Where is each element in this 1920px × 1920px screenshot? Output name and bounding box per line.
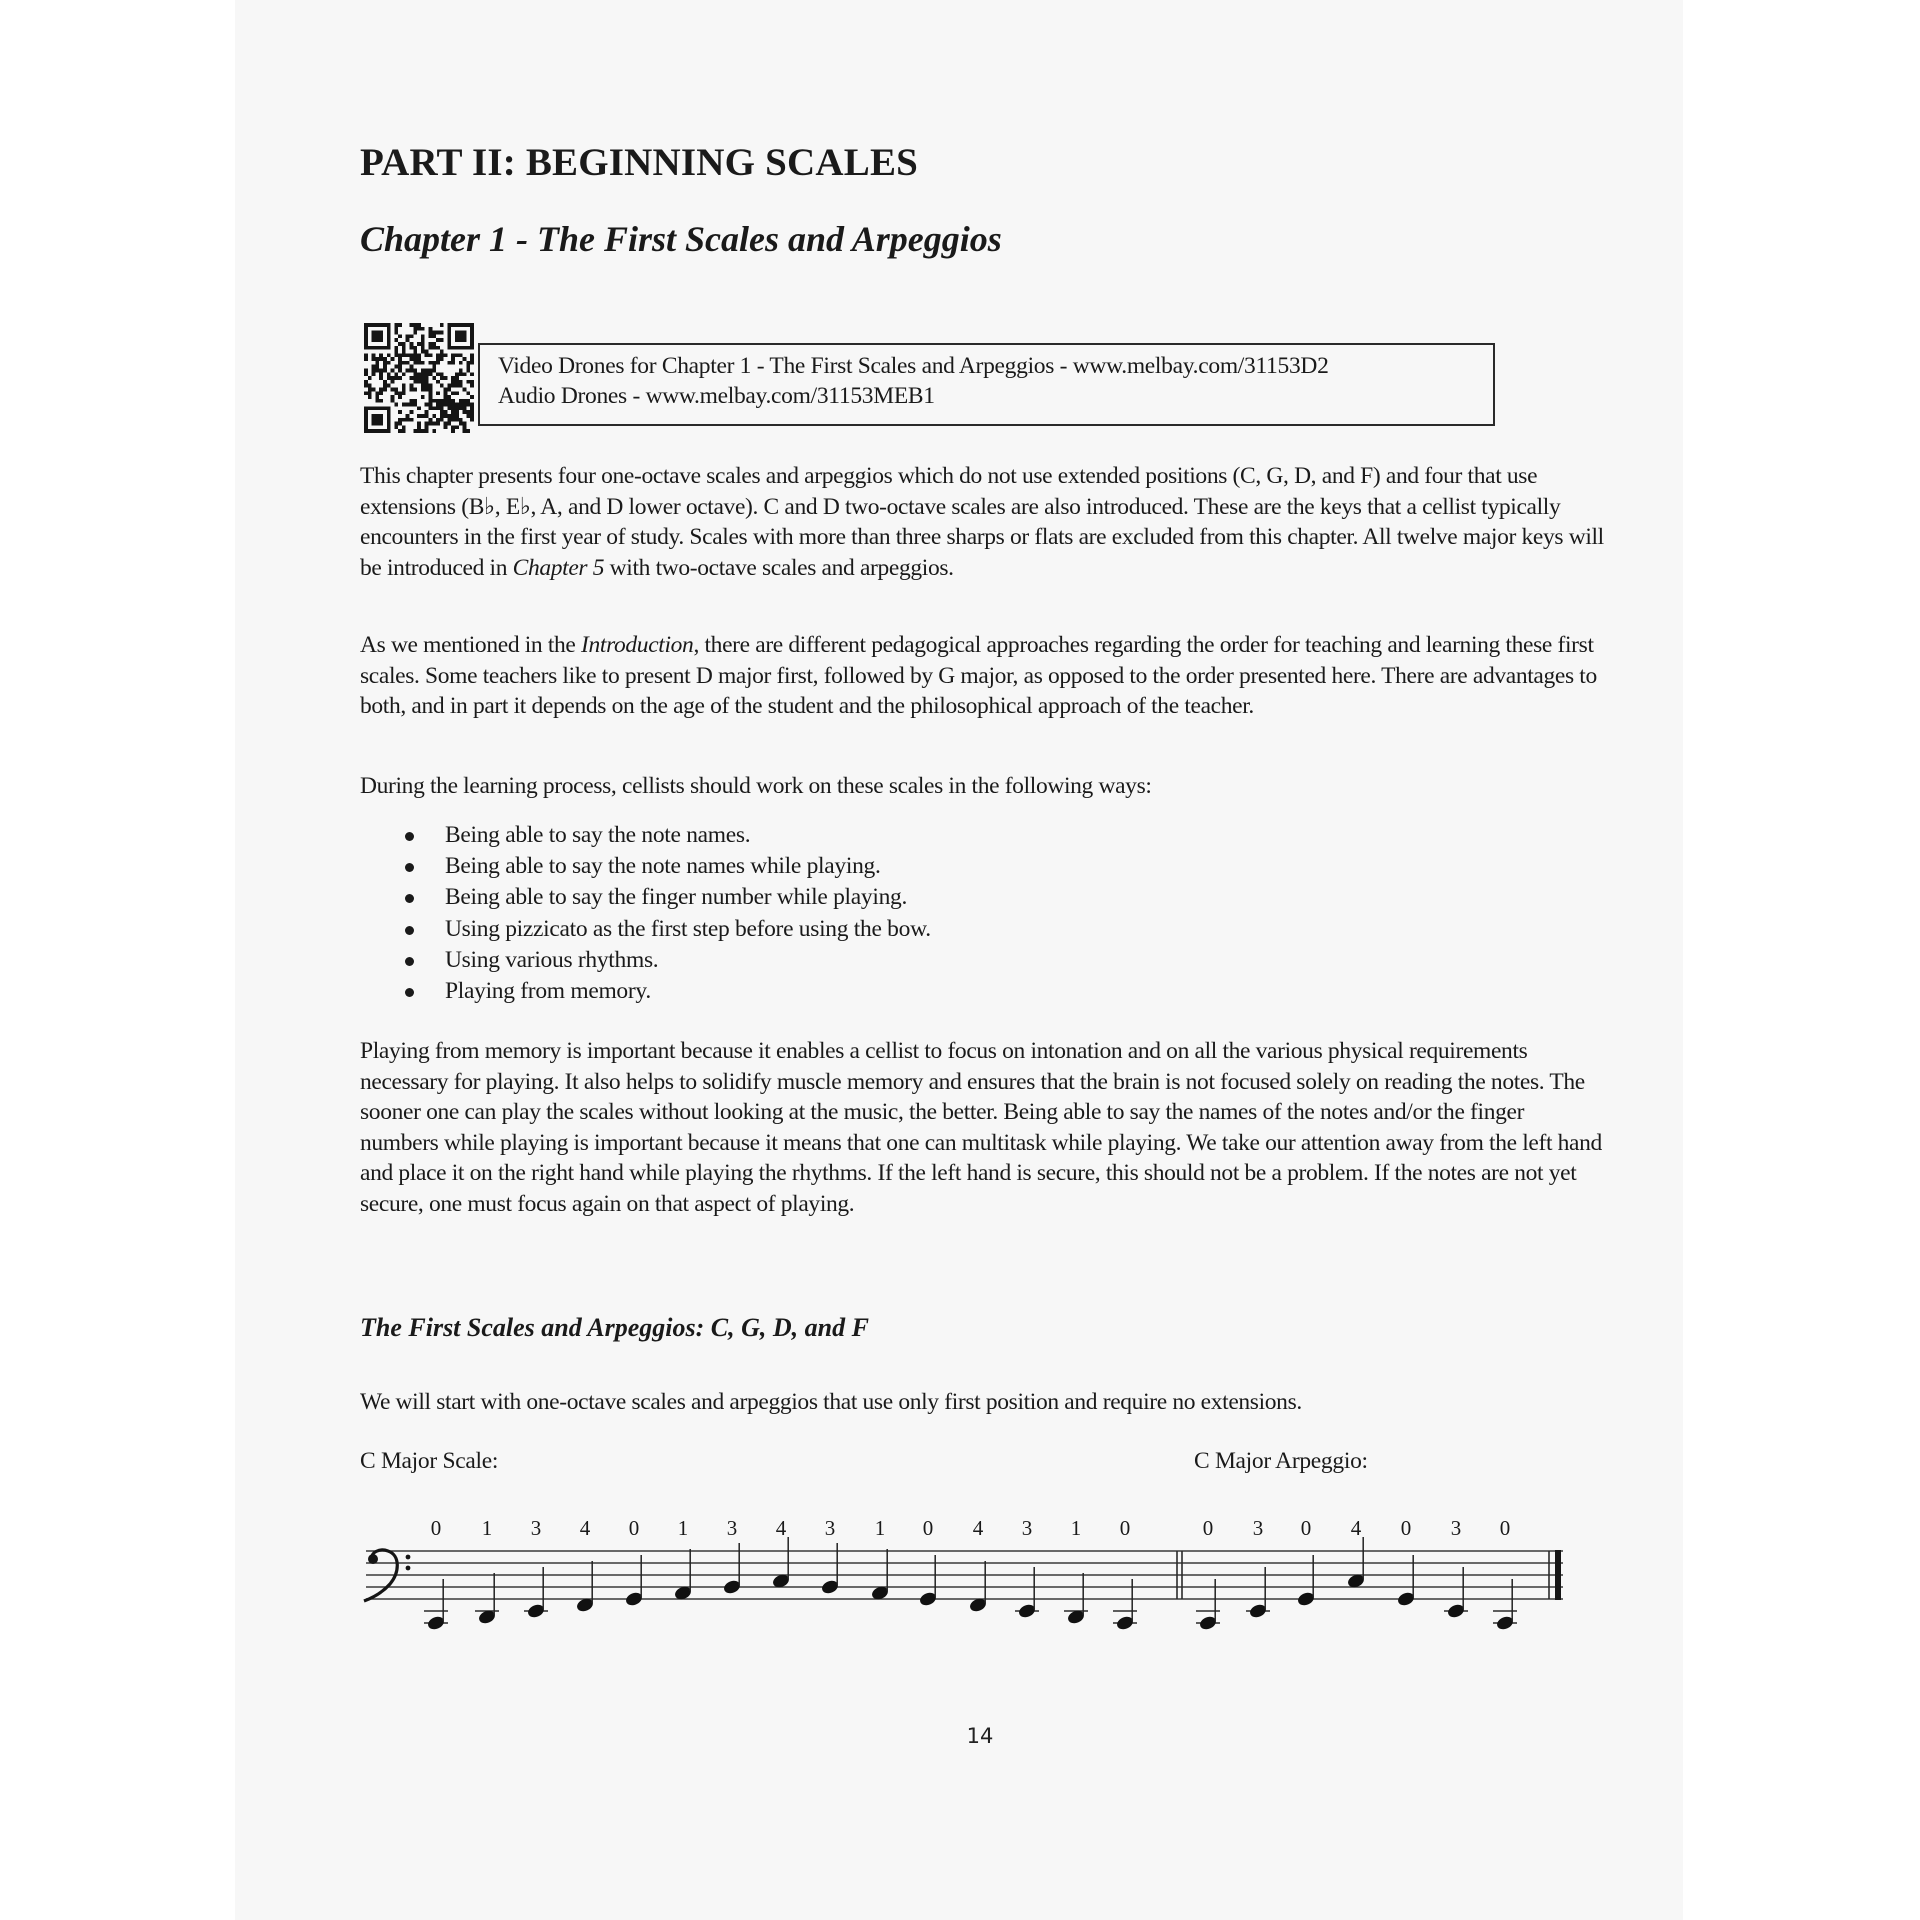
list-item: Being able to say the note names while playing.: [400, 851, 931, 882]
arpeggio-fingering: 3: [1450, 1516, 1462, 1540]
page-number: 14: [966, 1724, 994, 1748]
list-item: Playing from memory.: [400, 976, 931, 1007]
list-item: Being able to say the finger number while playing.: [400, 882, 931, 913]
arpeggio-fingering: 0: [1202, 1516, 1214, 1540]
scale-fingering: 0: [1119, 1516, 1131, 1540]
scale-fingering: 1: [1070, 1516, 1082, 1540]
list-item: Using various rhythms.: [400, 945, 931, 976]
scale-fingering: 4: [775, 1516, 787, 1540]
arpeggio-fingering: 3: [1252, 1516, 1264, 1540]
arpeggio-fingering: 4: [1350, 1516, 1362, 1540]
scale-fingering: 0: [430, 1516, 442, 1540]
staff-lines: [366, 1551, 1563, 1599]
list-item: Using pizzicato as the first step before using the bow.: [400, 914, 931, 945]
video-drones-link[interactable]: Video Drones for Chapter 1 - The First Scales and Arpeggios - www.melbay.com/31153D2: [498, 353, 1329, 379]
scale-fingering: 1: [677, 1516, 689, 1540]
pedagogy-paragraph: As we mentioned in the Introduction, there are different pedagogical approaches regarding the order for teaching and learning these first scales. Some teachers like to present D major first, followed by G major, as opposed to the order presented here. There are advantages to both, and in part it depends on the age of the student and the philosophical approach of the teacher.: [360, 632, 1597, 719]
arpeggio-fingering: 0: [1499, 1516, 1511, 1540]
scale-fingering: 3: [530, 1516, 542, 1540]
scale-fingering: 3: [824, 1516, 836, 1540]
scale-fingering: 1: [481, 1516, 493, 1540]
scale-fingering: 4: [972, 1516, 984, 1540]
list-item: Being able to say the note names.: [400, 820, 931, 851]
arpeggio-label: C Major Arpeggio:: [1194, 1448, 1368, 1474]
chapter-title: Chapter 1 - The First Scales and Arpeggios: [360, 219, 1002, 259]
scale-fingering: 3: [726, 1516, 738, 1540]
first-position-paragraph: We will start with one-octave scales and arpeggios that use only first position and require no extensions.: [360, 1389, 1302, 1415]
arpeggio-fingering: 0: [1300, 1516, 1312, 1540]
scale-fingering: 0: [628, 1516, 640, 1540]
section-subheading: The First Scales and Arpeggios: C, G, D, and F: [360, 1313, 869, 1342]
memory-paragraph: Playing from memory is important because it enables a cellist to focus on intonation and on all the various physical requirements necessary for playing. It also helps to solidify muscle memory and ensures that the brain is not focused solely on reading the notes. The sooner one can play the scales without looking at the music, the better. Being able to say the names of the notes and/or the finger numbers while playing is important because it means that one can multitask while playing. We take our attention away from the left hand and place it on the right hand while playing the rhythms. If the left hand is secure, this should not be a problem. If the notes are not yet secure, one must focus again on that aspect of playing.: [360, 1038, 1602, 1217]
learning-process-paragraph: During the learning process, cellists should work on these scales in the following ways:: [360, 773, 1152, 799]
scale-fingering: 4: [579, 1516, 591, 1540]
final-barline-thick: [1555, 1550, 1561, 1600]
arpeggio-fingering: 0: [1400, 1516, 1412, 1540]
part-title: PART II: BEGINNING SCALES: [360, 141, 919, 184]
scale-fingering: 1: [874, 1516, 886, 1540]
scale-label: C Major Scale:: [360, 1448, 499, 1474]
scale-fingering: 3: [1021, 1516, 1033, 1540]
scale-fingering: 0: [922, 1516, 934, 1540]
audio-drones-link[interactable]: Audio Drones - www.melbay.com/31153MEB1: [498, 383, 935, 409]
intro-paragraph: This chapter presents four one-octave scales and arpeggios which do not use extended positions (C, G, D, and F) and four that use extensions (B♭, E♭, A, and D lower octave). C and D two-octave scales are also introduced. These are the keys that a cellist typically encounters in the first year of study. Scales with more than three sharps or flats are excluded from this chapter. All twelve major keys will be introduced in Chapter 5 with two-octave scales and arpeggios.: [360, 463, 1604, 581]
